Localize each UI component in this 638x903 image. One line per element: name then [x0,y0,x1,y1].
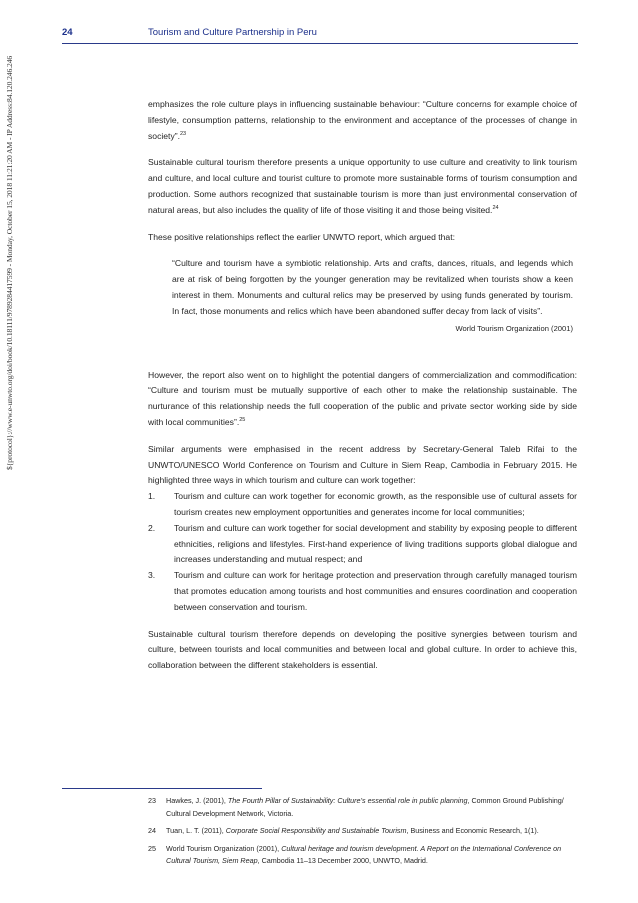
paragraph: Similar arguments were emphasised in the recent address by Secretary-General Taleb Rifai to the UNWTO/UNESCO World Conference on Tourism and Culture in Siem Reap, Cambodia in February 2015. He highlighted three ways in which tourism and culture can work together: [148,443,577,486]
footnote-ref[interactable]: 23 [180,130,187,137]
quote-text: “Culture and tourism have a symbiotic relationship. Arts and crafts, dances, rituals, and legends which are at risk of being forgotten by the younger generation may be revitalized when tourists show a keen interest in them. Monuments and cultural relics may be preserved by using funds generated by tourism. In fact, those monuments and relics which have been abandoned suffer decay from lack of visits”. [172,258,573,316]
paragraph: emphasizes the role culture plays in influencing sustainable behaviour: “Culture concerns for example choice of lifestyle, consumption patterns, relationship to the environment and acceptance of the processes of change in society”.$^{23}$ [148,99,577,141]
numbered-list [148,489,577,615]
list-item: 2. Tourism and culture can work together for social development and stability by exposing people to different ethnicities, religions and lifestyles. First-hand experience of living traditions supports global dialogue and increases understanding and mutual respect; and [148,522,577,565]
list-number: 2. [148,522,156,533]
paragraph: Sustainable cultural tourism therefore presents a unique opportunity to use culture and creativity to link tourism and culture, and local culture and tourist culture to promote more sustainable forms of tourism consumption and production. Some authors recognized that sustainable tourism is more than just environmental conservation of natural areas, but also includes the quality of life of those visiting it and those being visited.$^{24}$ [148,157,577,215]
page-header [62,25,578,44]
footnote-divider [62,788,262,789]
footnote: 23 Hawkes, J. (2001), The Fourth Pillar of Sustainability: Culture’s essential role in public planning, Common Ground Publishing/ Cultural Development Network, Victoria. [148,796,564,818]
footnote-number: 23 [148,796,156,805]
body-text [148,97,577,685]
paragraph: Sustainable cultural tourism therefore depends on developing the positive synergies between tourism and culture, between tourists and local communities and between local and global culture. In order to achieve this, collaboration between the different stakeholders is essential. [148,628,577,671]
paragraph: These positive relationships reflect the earlier UNWTO report, which argued that: [148,231,455,242]
footnote: 24 Tuan, L. T. (2011), Corporate Social Responsibility and Sustainable Tourism, Business and Economic Research, 1(1). [148,825,577,838]
download-stamp: ${protocol}://www.e-unwto.org/doi/book/10.18111/9789284417599 - Monday, October 15, 2018 11:21:20 AM - IP Address:84.120.246.246 [5,55,14,470]
list-item: 3. Tourism and culture can work for heritage protection and preservation through carefully managed tourism that promotes education among tourists and host communities and ensures coordination and cooperation between conservation and tourism. [148,570,577,612]
quote-source: World Tourism Organization (2001) [455,323,573,333]
list-number: 1. [148,491,156,502]
page-number: 24 [62,27,73,38]
list-item: 1. Tourism and culture can work together for economic growth, as the responsible use of cultural assets for tourism creates new employment opportunities and generates income for local communities; [148,491,577,517]
footnote-ref[interactable]: 24 [492,204,499,211]
block-quote [172,256,573,335]
footnote-number: 25 [148,843,156,853]
list-number: 3. [148,570,156,581]
footnotes [148,795,577,873]
paragraph: However, the report also went on to highlight the potential dangers of commercialization and commodification: “Culture and tourism must be mutually supportive of each other to make the relationship sustainable. The nurturance of this relationship needs the full cooperation of the public and private sector working side by side with local communities”.$^{25}$ [148,369,577,427]
running-title: Tourism and Culture Partnership in Peru [148,27,317,38]
footnote-ref[interactable]: 25 [239,416,246,423]
footnote-number: 24 [148,826,156,836]
footnote: 25 World Tourism Organization (2001), Cultural heritage and tourism development. A Report on the International Conference on Cultural Tourism, Siem Reap, Cambodia 11–13 December 2000, UNWTO, Madrid. [148,843,562,866]
